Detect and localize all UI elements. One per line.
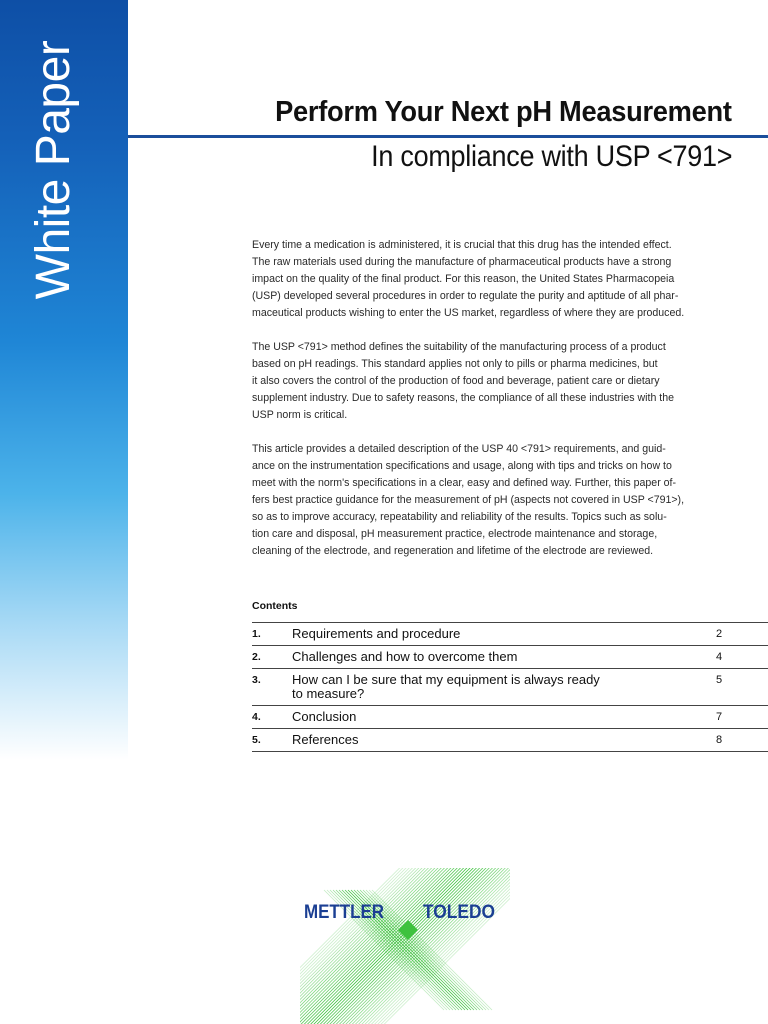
toc-title: Conclusion xyxy=(292,709,357,724)
page-subtitle: In compliance with USP <791> xyxy=(370,140,732,173)
logo-stripe xyxy=(355,868,510,1024)
logo-stripe xyxy=(323,868,510,1024)
toc-page-number: 8 xyxy=(716,734,723,746)
intro-text xyxy=(252,237,722,577)
toc-title: Challenges and how to overcome them xyxy=(292,649,518,664)
intro-paragraph-3: This article provides a detailed description of the USP 40 <791> requirements, and guid- ance on the instrumentation specifications and usage, along with tips and tricks on how to meet with the norm's specifications in a clear, easy and defined way. Further, this paper of- fers best practice guidance for the measurement of pH (aspects not covered in USP <791>), so as to improve accuracy, repeatability and reliability of the results. Topics such as solu- tion care and disposal, pH measurement practice, electrode maintenance and storage, cleaning of the electrode, and regeneration and lifetime of the electrode are reviewed. xyxy=(252,443,685,557)
toc-title: How can I be sure that my equipment is always ready to measure? xyxy=(292,672,600,701)
toc-title: Requirements and procedure xyxy=(292,626,461,641)
toc-page-number: 2 xyxy=(716,628,723,640)
toc-number: 1. xyxy=(252,628,261,640)
logo-stripe xyxy=(336,868,510,1024)
toc-entry[interactable] xyxy=(252,706,768,729)
toc-number: 4. xyxy=(252,711,261,723)
intro-paragraph-2: The USP <791> method defines the suitability of the manufacturing process of a product based on pH readings. This standard applies not only to pills or pharma medicines, but it also covers the control of the production of food and beverage, patient care or dietary supplement industry. Due to safety reasons, the compliance of all these industries with the USP norm is critical. xyxy=(252,341,675,421)
logo-stripes xyxy=(300,868,510,1024)
document-type-label: White Paper xyxy=(27,40,80,300)
page-title: Perform Your Next pH Measurement xyxy=(275,96,732,128)
toc-entry[interactable] xyxy=(252,646,768,669)
toc-number: 3. xyxy=(252,674,261,686)
toc-entry[interactable] xyxy=(252,623,768,646)
contents-heading: Contents xyxy=(252,600,298,612)
toc-page-number: 5 xyxy=(716,674,723,686)
logo-word-mettler: METTLER xyxy=(304,902,385,923)
toc-title: References xyxy=(292,732,359,747)
logo-stripe xyxy=(300,868,474,1024)
intro-paragraph-1: Every time a medication is administered, it is crucial that this drug has the intended effect. The raw materials used during the manufacture of pharmaceutical products have a strong impact on the quality of the final product. For this reason, the United States Pharmacopeia (USP) developed several procedures in order to regulate the purity and aptitude of all phar- maceutical products wishing to enter the US market, regardless of where they are produced. xyxy=(252,239,685,319)
toc-number: 5. xyxy=(252,734,261,746)
logo-word-toledo: TOLEDO xyxy=(423,902,495,923)
table-of-contents xyxy=(252,622,768,752)
toc-number: 2. xyxy=(252,651,261,663)
side-banner xyxy=(0,0,128,760)
toc-page-number: 7 xyxy=(716,711,723,723)
mettler-toledo-logo xyxy=(300,868,510,1024)
toc-entry[interactable] xyxy=(252,669,768,706)
title-divider xyxy=(128,135,768,138)
toc-page-number: 4 xyxy=(716,651,723,663)
toc-entry[interactable] xyxy=(252,729,768,752)
